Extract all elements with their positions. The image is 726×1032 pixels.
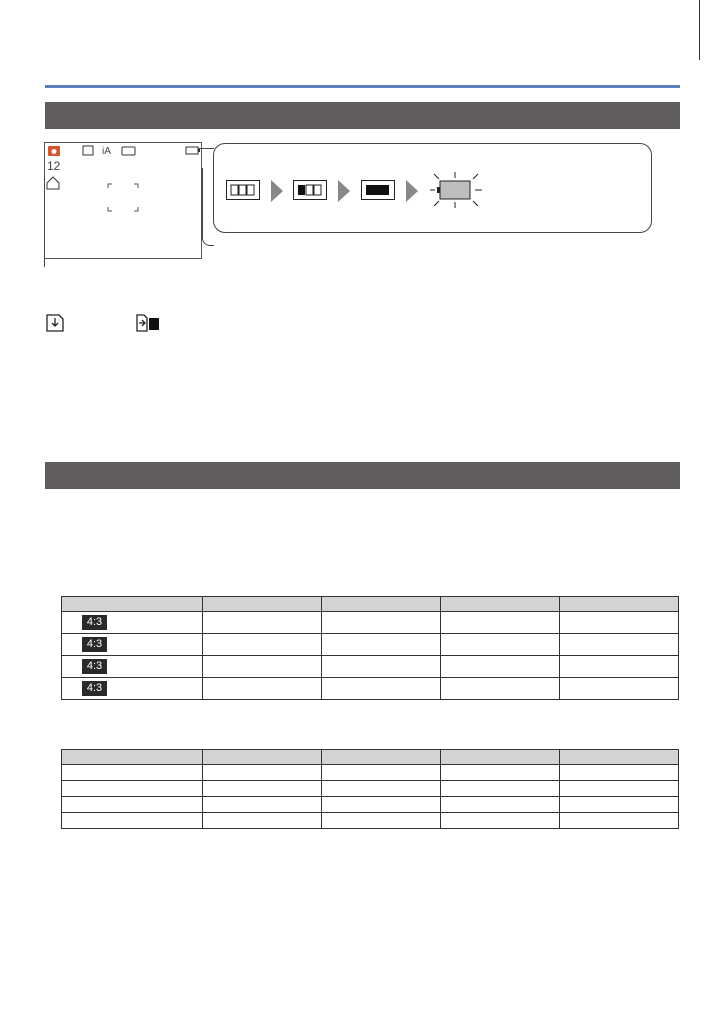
aspect-ratio-badge: 4:3: [82, 637, 107, 652]
leader-line: [44, 175, 45, 267]
table-row: [62, 656, 679, 678]
table-header-cell: [62, 597, 203, 612]
table-row: [62, 634, 679, 656]
aspect-ratio-badge: 4:3: [82, 681, 107, 696]
table-row: [62, 797, 679, 813]
table-header-cell: [441, 597, 560, 612]
arrow-right-icon: [406, 180, 418, 202]
table-row: [62, 678, 679, 700]
table-header-row: [62, 597, 679, 612]
header-rule: [45, 85, 680, 88]
table-row: [62, 813, 679, 829]
internal-memory-icon: [47, 177, 59, 189]
callout-leader-top: [198, 148, 214, 149]
battery-full-icon: [226, 180, 260, 200]
af-frame-corner-bl: [108, 207, 112, 211]
lcd-screen-illustration: [44, 142, 202, 259]
section-heading-bar-2: [45, 462, 680, 489]
table-header-cell: [203, 597, 322, 612]
table-header-row: [62, 750, 679, 765]
internal-memory-in-icon: [136, 314, 160, 332]
table-header-cell: [560, 597, 679, 612]
table-header-cell: [441, 750, 560, 765]
battery-indicator-icon: [186, 147, 198, 154]
capacity-table-1: [61, 596, 679, 700]
table-header-cell: [62, 750, 203, 765]
table-header-cell: [322, 750, 441, 765]
iA-label: iA: [102, 146, 111, 157]
af-frame-corner-tr: [134, 184, 138, 188]
table-header-cell: [560, 750, 679, 765]
af-frame-corner-br: [134, 207, 138, 211]
card-storage-icon: [46, 314, 64, 332]
lcd-icons: [45, 143, 201, 258]
capacity-table-2: [61, 749, 679, 829]
stabilizer-icon: [122, 147, 135, 155]
table-header-cell: [203, 750, 322, 765]
table-row: [62, 781, 679, 797]
image-quality-icon: [83, 146, 93, 155]
page-edge-line: [699, 0, 700, 60]
battery-empty-blinking-icon: [428, 172, 484, 208]
arrow-right-icon: [271, 180, 283, 202]
aspect-ratio-badge: 4:3: [82, 615, 107, 630]
shots-remaining: 12: [47, 159, 61, 173]
table-row: [62, 612, 679, 634]
table-header-cell: [322, 597, 441, 612]
aspect-ratio-badge: 4:3: [82, 659, 107, 674]
battery-two-thirds-icon: [293, 180, 327, 200]
section-heading-bar-1: [45, 102, 680, 129]
table-row: [62, 765, 679, 781]
battery-one-third-icon: [361, 180, 395, 200]
arrow-right-icon: [338, 180, 350, 202]
af-frame-corner-tl: [108, 184, 112, 188]
camera-lens-icon: [52, 149, 57, 154]
